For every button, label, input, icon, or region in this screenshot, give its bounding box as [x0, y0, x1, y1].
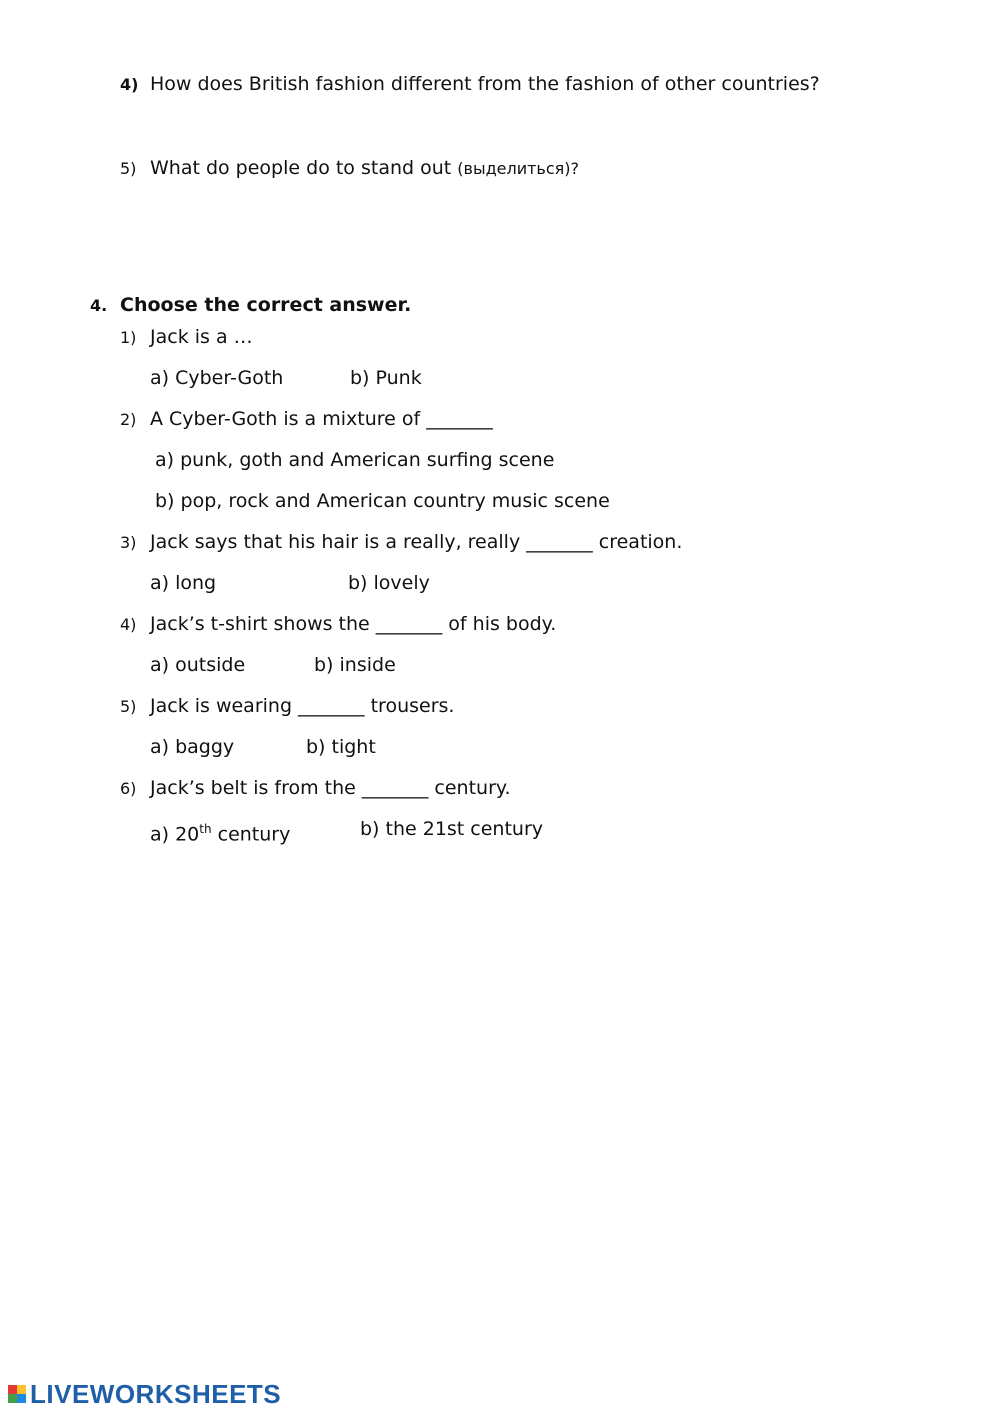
answer-options: [150, 817, 600, 846]
question-text: Jack’s belt is from the _______ century.: [150, 777, 511, 799]
question-5: [120, 156, 579, 181]
question-text: Jack’s t-shirt shows the _______ of his body.: [150, 613, 557, 635]
section-number: 4.: [90, 296, 108, 315]
question-number: 3): [120, 533, 137, 552]
liveworksheets-logo[interactable]: [8, 1380, 281, 1408]
question-number: 4): [120, 75, 139, 94]
option-a-post: century: [211, 823, 291, 846]
option-a[interactable]: a) long: [150, 572, 217, 594]
question-text: Jack is a …: [150, 326, 253, 348]
question-number: 2): [120, 410, 137, 429]
option-a[interactable]: a) punk, goth and American surfing scene: [155, 449, 555, 471]
option-b[interactable]: b) tight: [306, 736, 376, 758]
question-text: What do people do to stand out: [150, 157, 452, 179]
question-4: [120, 72, 820, 97]
question-number: 1): [120, 328, 137, 347]
section-heading: [90, 293, 411, 318]
logo-text: LIVEWORKSHEETS: [30, 1378, 282, 1409]
liveworksheets-logo-icon: [8, 1385, 26, 1403]
option-a[interactable]: a) Cyber-Goth: [150, 367, 284, 389]
question-number: 6): [120, 779, 137, 798]
mc-question: [120, 776, 510, 801]
mc-question: [120, 325, 253, 350]
question-text: A Cyber-Goth is a mixture of _______: [150, 408, 493, 430]
question-number: 4): [120, 615, 137, 634]
question-end: ?: [570, 159, 580, 178]
mc-question: [120, 530, 682, 555]
answer-options: [150, 571, 550, 595]
mc-question: [120, 612, 556, 637]
question-number: 5): [120, 697, 137, 716]
question-text: Jack says that his hair is a really, really _______ creation.: [150, 531, 683, 553]
answer-options: [150, 366, 550, 390]
mc-question: [120, 694, 454, 719]
answer-options: [150, 653, 550, 677]
option-b[interactable]: b) lovely: [348, 572, 430, 594]
option-a-pre: a) 20: [150, 823, 200, 846]
answer-options: [150, 735, 550, 759]
option-b[interactable]: b) the 21st century: [360, 818, 544, 840]
option-b[interactable]: b) inside: [314, 654, 396, 676]
option-b[interactable]: b) Punk: [350, 367, 422, 389]
question-number: 5): [120, 159, 137, 178]
question-text: How does British fashion different from the fashion of other countries?: [150, 73, 820, 95]
translation-note: (выделиться): [457, 159, 571, 178]
ordinal-suffix: th: [199, 822, 212, 836]
option-a[interactable]: a) outside: [150, 654, 246, 676]
option-a[interactable]: a) baggy: [150, 736, 235, 758]
option-a[interactable]: [150, 817, 290, 846]
option-b[interactable]: b) pop, rock and American country music scene: [155, 490, 610, 512]
section-title: Choose the correct answer.: [120, 294, 412, 316]
mc-question: [120, 407, 493, 432]
question-text: Jack is wearing _______ trousers.: [150, 695, 455, 717]
